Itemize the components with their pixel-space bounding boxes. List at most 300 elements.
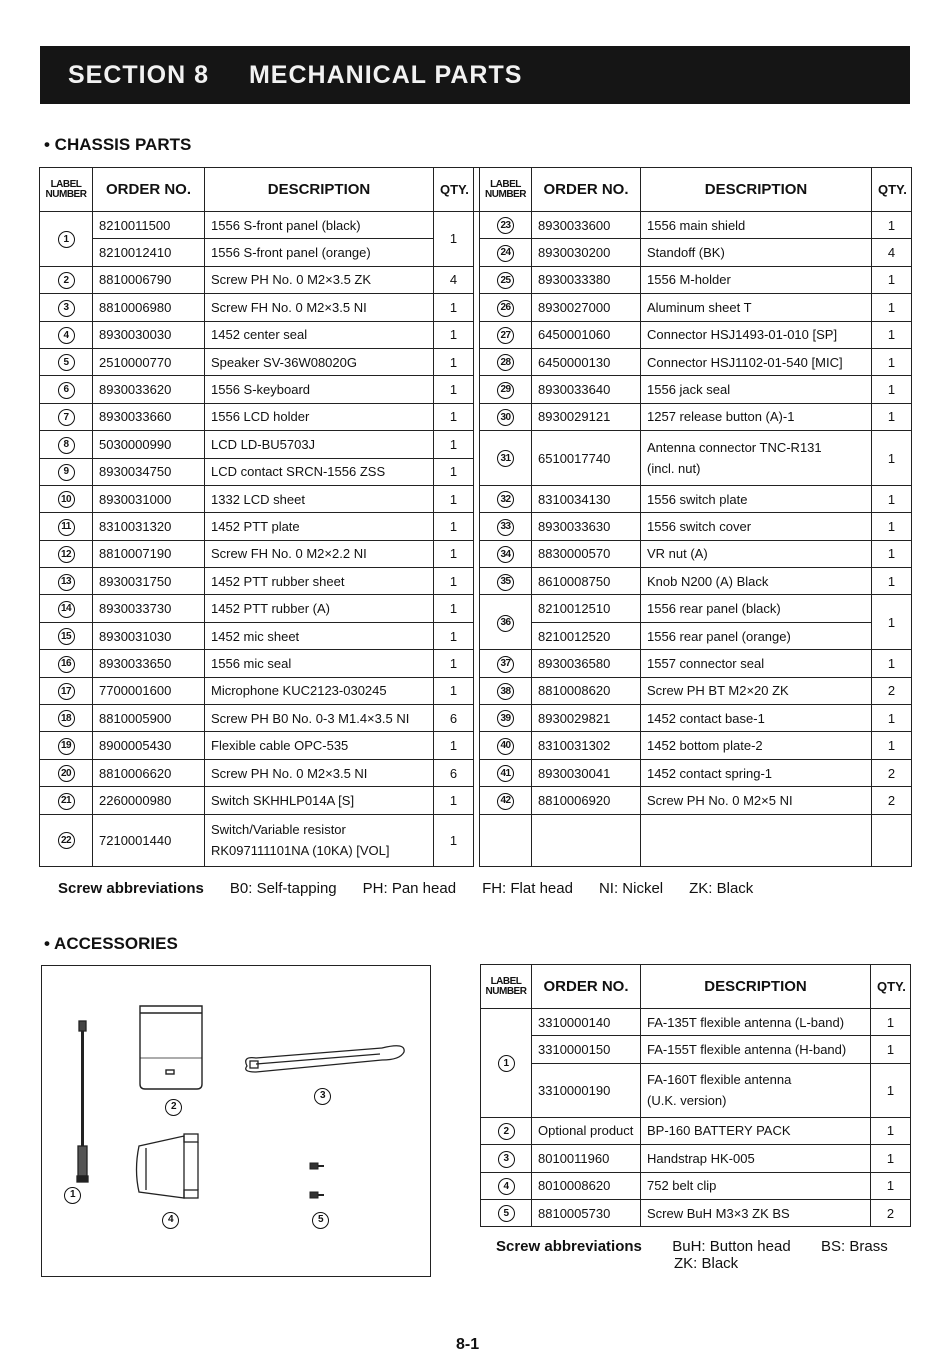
description-cell: 1556 main shield <box>641 212 872 239</box>
abbreviations-key: Screw abbreviations <box>58 880 204 897</box>
abbreviation-item: BuH: Button head <box>672 1238 791 1255</box>
description-line: FA-160T flexible antenna <box>647 1072 792 1088</box>
qty-cell: 1 <box>871 1009 911 1036</box>
qty-cell: 1 <box>872 485 912 512</box>
description-cell: Handstrap HK-005 <box>641 1145 871 1172</box>
order-no-cell: 8930033650 <box>93 650 205 677</box>
label-number-cell <box>480 212 532 239</box>
abbreviation-item: NI: Nickel <box>598 880 664 897</box>
qty-cell: 1 <box>434 732 474 759</box>
description-cell: 1556 rear panel (orange) <box>641 622 872 649</box>
table-row <box>481 1117 911 1144</box>
qty-cell: 1 <box>872 595 912 650</box>
label-number-cell <box>480 705 532 732</box>
order-no-cell: 8810006620 <box>93 759 205 786</box>
description-cell: Flexible cable OPC-535 <box>205 732 434 759</box>
chassis-heading: • CHASSIS PARTS <box>44 135 192 154</box>
order-no-cell: 8930030030 <box>93 321 205 348</box>
order-no-cell: 8930030041 <box>532 759 641 786</box>
label-number: 1 <box>58 231 75 248</box>
accessories-drawing <box>42 966 430 1276</box>
label-number-cell <box>40 212 93 267</box>
label-number: 33 <box>497 519 514 536</box>
figure-label-3: 3 <box>314 1086 331 1105</box>
description-cell: Screw FH No. 0 M2×3.5 NI <box>205 294 434 321</box>
description-cell: Connector HSJ1493-01-010 [SP] <box>641 321 872 348</box>
label-number-cell <box>40 787 93 814</box>
label-number: 16 <box>58 656 75 673</box>
label-number-cell <box>480 485 532 512</box>
qty-cell: 1 <box>434 814 474 866</box>
description-cell: FA-155T flexible antenna (H-band) <box>641 1036 871 1063</box>
order-no-cell: 8930033600 <box>532 212 641 239</box>
order-no-cell: 8930029121 <box>532 403 641 430</box>
order-no-cell: 8930029821 <box>532 705 641 732</box>
order-no-cell: 8930033380 <box>532 266 641 293</box>
label-number: 3 <box>58 300 75 317</box>
label-number-cell <box>480 595 532 650</box>
label-number-cell <box>480 239 532 266</box>
description-cell: FA-135T flexible antenna (L-band) <box>641 1009 871 1036</box>
description-cell: 1556 LCD holder <box>205 403 434 430</box>
qty-cell: 1 <box>434 787 474 814</box>
description-cell: Switch SKHHLP014A [S] <box>205 787 434 814</box>
label-number: 15 <box>58 628 75 645</box>
abbreviation-item: ZK: Black <box>674 1255 739 1272</box>
description-cell: 1452 PTT rubber (A) <box>205 595 434 622</box>
label-number-cell <box>40 814 93 866</box>
section-title: MECHANICAL PARTS <box>248 60 523 89</box>
description-cell <box>641 1063 871 1117</box>
qty-cell: 2 <box>872 787 912 814</box>
label-number-cell <box>40 677 93 704</box>
qty-cell: 4 <box>434 266 474 293</box>
header-order-no: ORDER NO. <box>93 168 205 212</box>
order-no-cell: 8930033730 <box>93 595 205 622</box>
qty-cell: 4 <box>872 239 912 266</box>
label-number: 32 <box>497 491 514 508</box>
header-qty: QTY. <box>434 168 474 212</box>
description-cell: Microphone KUC2123-030245 <box>205 677 434 704</box>
chassis-parts-table <box>39 167 912 867</box>
label-number: 11 <box>58 519 75 536</box>
label-number-cell <box>480 403 532 430</box>
qty-cell: 1 <box>434 485 474 512</box>
label-number: 22 <box>58 832 75 849</box>
qty-cell: 1 <box>434 540 474 567</box>
order-no-cell: 8930031000 <box>93 485 205 512</box>
qty-cell: 1 <box>872 650 912 677</box>
header-label-number: LABEL NUMBER <box>40 168 93 212</box>
label-number-cell <box>481 1172 532 1199</box>
description-cell: 1452 contact base-1 <box>641 705 872 732</box>
accessories-table <box>480 964 911 1227</box>
screw-icon <box>310 1163 324 1198</box>
order-no-cell: 8810006790 <box>93 266 205 293</box>
qty-cell: 1 <box>872 403 912 430</box>
abbreviation-item: B0: Self-tapping <box>229 880 337 897</box>
label-number-cell <box>480 376 532 403</box>
label-number-cell <box>480 348 532 375</box>
label-number-cell <box>480 787 532 814</box>
order-no-cell: 3310000140 <box>532 1009 641 1036</box>
order-no-cell: 8010011960 <box>532 1145 641 1172</box>
label-number: 7 <box>58 409 75 426</box>
order-no-cell: 8830000570 <box>532 540 641 567</box>
description-cell: 1557 connector seal <box>641 650 872 677</box>
description-cell: 1452 center seal <box>205 321 434 348</box>
qty-cell: 1 <box>872 705 912 732</box>
description-cell: Screw PH B0 No. 0-3 M1.4×3.5 NI <box>205 705 434 732</box>
label-number-cell <box>481 1199 532 1226</box>
order-no-cell: 8810006920 <box>532 787 641 814</box>
description-cell: 1556 M-holder <box>641 266 872 293</box>
label-number: 39 <box>497 710 514 727</box>
label-number: 13 <box>58 574 75 591</box>
label-number-cell <box>40 705 93 732</box>
description-cell: 1452 PTT plate <box>205 513 434 540</box>
figure-label-2: 2 <box>165 1097 182 1116</box>
description-cell: 1556 switch plate <box>641 485 872 512</box>
description-cell: 1452 contact spring-1 <box>641 759 872 786</box>
order-no-cell: 8930031030 <box>93 622 205 649</box>
description-cell: 1452 bottom plate-2 <box>641 732 872 759</box>
order-no-cell: 8930034750 <box>93 458 205 485</box>
qty-cell: 1 <box>872 266 912 293</box>
description-line: (incl. nut) <box>647 461 701 477</box>
label-number: 37 <box>497 656 514 673</box>
label-number-cell <box>480 677 532 704</box>
order-no-cell: 8810007190 <box>93 540 205 567</box>
label-number-cell <box>480 732 532 759</box>
label-number-cell <box>40 568 93 595</box>
label-number-cell <box>40 321 93 348</box>
order-no-cell: 8810005900 <box>93 705 205 732</box>
order-no-cell: 8310031320 <box>93 513 205 540</box>
description-cell: 752 belt clip <box>641 1172 871 1199</box>
belt-clip-icon <box>137 1134 199 1198</box>
label-number-cell <box>40 650 93 677</box>
label-number-cell <box>40 376 93 403</box>
order-no-cell: 8210011500 <box>93 212 205 239</box>
label-number: 9 <box>58 464 75 481</box>
order-no-cell: 8930033640 <box>532 376 641 403</box>
qty-cell: 1 <box>872 294 912 321</box>
abbreviation-item: FH: Flat head <box>482 880 573 897</box>
description-cell: 1556 S-front panel (orange) <box>205 239 434 266</box>
description-cell: Screw PH No. 0 M2×3.5 ZK <box>205 266 434 293</box>
description-cell: 1556 S-front panel (black) <box>205 212 434 239</box>
qty-cell: 2 <box>871 1199 911 1226</box>
description-cell: Knob N200 (A) Black <box>641 568 872 595</box>
table-row <box>481 1145 911 1172</box>
label-number: 40 <box>497 738 514 755</box>
label-number-cell <box>40 403 93 430</box>
order-no-cell: 8930033660 <box>93 403 205 430</box>
qty-cell: 1 <box>434 294 474 321</box>
label-number: 8 <box>58 437 75 454</box>
label-number: 27 <box>497 327 514 344</box>
table-row <box>481 1172 911 1199</box>
label-number: 5 <box>58 354 75 371</box>
qty-cell: 1 <box>872 321 912 348</box>
label-number-cell <box>480 513 532 540</box>
table-row <box>481 1063 911 1117</box>
qty-cell: 6 <box>434 759 474 786</box>
order-no-cell: 8310034130 <box>532 485 641 512</box>
label-number-cell <box>481 1009 532 1118</box>
description-cell: Aluminum sheet T <box>641 294 872 321</box>
qty-cell: 1 <box>871 1145 911 1172</box>
label-number: 24 <box>497 245 514 262</box>
order-no-cell: 3310000150 <box>532 1036 641 1063</box>
label-number: 30 <box>497 409 514 426</box>
accessories-illustration <box>41 965 431 1277</box>
order-no-cell: 8930033630 <box>532 513 641 540</box>
description-cell: 1556 S-keyboard <box>205 376 434 403</box>
description-line: (U.K. version) <box>647 1093 727 1109</box>
label-number: 35 <box>497 574 514 591</box>
description-cell: 1452 mic sheet <box>205 622 434 649</box>
order-no-cell: 8930027000 <box>532 294 641 321</box>
description-cell: Screw BuH M3×3 ZK BS <box>641 1199 871 1226</box>
description-cell: BP-160 BATTERY PACK <box>641 1117 871 1144</box>
order-no-cell: 8310031302 <box>532 732 641 759</box>
label-number: 19 <box>58 738 75 755</box>
qty-cell: 2 <box>872 677 912 704</box>
table-row <box>481 1199 911 1226</box>
header-label-number: LABEL NUMBER <box>480 168 532 212</box>
description-cell: Standoff (BK) <box>641 239 872 266</box>
qty-cell: 1 <box>434 677 474 704</box>
description-cell: 1556 switch cover <box>641 513 872 540</box>
label-number-cell <box>480 294 532 321</box>
header-order-no: ORDER NO. <box>532 168 641 212</box>
label-number-cell <box>40 622 93 649</box>
table-row <box>40 212 912 239</box>
label-number: 17 <box>58 683 75 700</box>
label-number-cell <box>40 732 93 759</box>
description-cell: VR nut (A) <box>641 540 872 567</box>
empty-cell <box>532 814 641 866</box>
section-banner <box>40 46 910 104</box>
label-number: 6 <box>58 382 75 399</box>
label-number-cell <box>40 595 93 622</box>
battery-pack-icon <box>140 1006 202 1089</box>
label-number: 21 <box>58 793 75 810</box>
order-no-cell: 5030000990 <box>93 431 205 458</box>
order-no-cell: 8930033620 <box>93 376 205 403</box>
qty-cell: 1 <box>434 321 474 348</box>
qty-cell: 1 <box>872 732 912 759</box>
label-number: 20 <box>58 765 75 782</box>
qty-cell: 1 <box>434 348 474 375</box>
order-no-cell: 8900005430 <box>93 732 205 759</box>
description-cell: LCD contact SRCN-1556 ZSS <box>205 458 434 485</box>
label-number: 2 <box>58 272 75 289</box>
label-number: 25 <box>497 272 514 289</box>
qty-cell: 1 <box>872 212 912 239</box>
label-number: 10 <box>58 491 75 508</box>
qty-cell: 1 <box>871 1172 911 1199</box>
description-cell: Screw FH No. 0 M2×2.2 NI <box>205 540 434 567</box>
description-cell: Screw PH No. 0 M2×5 NI <box>641 787 872 814</box>
table-row <box>481 1036 911 1063</box>
label-number-cell <box>40 540 93 567</box>
label-number: 31 <box>497 450 514 467</box>
qty-cell: 1 <box>434 212 474 267</box>
label-number-cell <box>40 431 93 458</box>
order-no-cell: 3310000190 <box>532 1063 641 1117</box>
chassis-screw-abbreviations <box>58 880 779 897</box>
qty-cell: 6 <box>434 705 474 732</box>
label-number: 18 <box>58 710 75 727</box>
label-number: 14 <box>58 601 75 618</box>
label-number-cell <box>40 759 93 786</box>
description-cell: 1556 rear panel (black) <box>641 595 872 622</box>
qty-cell: 1 <box>872 376 912 403</box>
label-number: 5 <box>498 1205 515 1222</box>
order-no-cell: 8010008620 <box>532 1172 641 1199</box>
label-number-cell <box>480 650 532 677</box>
qty-cell: 1 <box>434 568 474 595</box>
header-description: DESCRIPTION <box>641 168 872 212</box>
label-number-cell <box>481 1145 532 1172</box>
page-number: 8-1 <box>456 1336 480 1353</box>
handstrap-icon <box>246 1046 404 1072</box>
description-cell: 1556 mic seal <box>205 650 434 677</box>
abbreviations-key: Screw abbreviations <box>496 1238 642 1255</box>
description-cell: Speaker SV-36W08020G <box>205 348 434 375</box>
empty-cell <box>480 814 532 866</box>
label-number-cell <box>40 348 93 375</box>
label-number-cell <box>480 540 532 567</box>
description-cell: Connector HSJ1102-01-540 [MIC] <box>641 348 872 375</box>
figure-label-1: 1 <box>64 1185 81 1204</box>
order-no-cell: 8210012410 <box>93 239 205 266</box>
qty-cell: 1 <box>434 595 474 622</box>
abbreviation-item: BS: Brass <box>821 1238 888 1255</box>
label-number-cell <box>480 759 532 786</box>
qty-cell: 1 <box>871 1117 911 1144</box>
qty-cell: 1 <box>871 1063 911 1117</box>
description-cell: 1257 release button (A)-1 <box>641 403 872 430</box>
header-qty: QTY. <box>872 168 912 212</box>
qty-cell: 1 <box>434 403 474 430</box>
abbreviation-item: PH: Pan head <box>362 880 457 897</box>
empty-cell <box>872 814 912 866</box>
abbreviation-item: ZK: Black <box>689 880 754 897</box>
figure-label-5: 5 <box>312 1210 329 1229</box>
qty-cell: 1 <box>872 568 912 595</box>
empty-cell <box>641 814 872 866</box>
figure-label-4: 4 <box>162 1210 179 1229</box>
label-number: 41 <box>497 765 514 782</box>
header-order-no: ORDER NO. <box>532 965 641 1009</box>
antenna-icon <box>77 1021 88 1182</box>
header-description: DESCRIPTION <box>641 965 871 1009</box>
qty-cell: 1 <box>434 458 474 485</box>
order-no-cell: 2260000980 <box>93 787 205 814</box>
label-number: 34 <box>497 546 514 563</box>
order-no-cell: 8210012510 <box>532 595 641 622</box>
qty-cell: 2 <box>872 759 912 786</box>
description-cell: 1556 jack seal <box>641 376 872 403</box>
order-no-cell: 6450001060 <box>532 321 641 348</box>
qty-cell: 1 <box>872 348 912 375</box>
section-number: SECTION 8 <box>68 60 209 89</box>
label-number: 12 <box>58 546 75 563</box>
description-line: Switch/Variable resistor <box>211 822 346 838</box>
header-label-number: LABEL NUMBER <box>481 965 532 1009</box>
order-no-cell: 8810008620 <box>532 677 641 704</box>
header-qty: QTY. <box>871 965 911 1009</box>
qty-cell: 1 <box>872 513 912 540</box>
order-no-cell: 7210001440 <box>93 814 205 866</box>
description-cell: 1332 LCD sheet <box>205 485 434 512</box>
label-number: 28 <box>497 354 514 371</box>
qty-cell: 1 <box>434 513 474 540</box>
header-description: DESCRIPTION <box>205 168 434 212</box>
label-number-cell <box>481 1117 532 1144</box>
table-row <box>481 1009 911 1036</box>
description-cell: Screw PH BT M2×20 ZK <box>641 677 872 704</box>
label-number-cell <box>480 266 532 293</box>
description-cell: LCD LD-BU5703J <box>205 431 434 458</box>
accessories-screw-abbreviations <box>496 1238 888 1272</box>
label-number-cell <box>40 266 93 293</box>
accessories-heading: • ACCESSORIES <box>44 934 178 953</box>
label-number: 26 <box>497 300 514 317</box>
label-number: 38 <box>497 683 514 700</box>
description-cell <box>205 814 434 866</box>
order-no-cell: 6510017740 <box>532 431 641 486</box>
description-cell: Screw PH No. 0 M2×3.5 NI <box>205 759 434 786</box>
qty-cell: 1 <box>872 540 912 567</box>
description-cell: 1452 PTT rubber sheet <box>205 568 434 595</box>
order-no-cell: 8810006980 <box>93 294 205 321</box>
order-no-cell: 8930031750 <box>93 568 205 595</box>
label-number: 42 <box>497 793 514 810</box>
order-no-cell: 8930036580 <box>532 650 641 677</box>
order-no-cell: 8930030200 <box>532 239 641 266</box>
qty-cell: 1 <box>434 431 474 458</box>
label-number: 3 <box>498 1151 515 1168</box>
order-no-cell: 6450000130 <box>532 348 641 375</box>
order-no-cell: 8610008750 <box>532 568 641 595</box>
order-no-cell: 8810005730 <box>532 1199 641 1226</box>
label-number-cell <box>40 485 93 512</box>
label-number: 23 <box>497 217 514 234</box>
label-number-cell <box>40 294 93 321</box>
label-number-cell <box>480 321 532 348</box>
qty-cell: 1 <box>434 650 474 677</box>
label-number-cell <box>40 458 93 485</box>
qty-cell: 1 <box>872 431 912 486</box>
label-number-cell <box>40 513 93 540</box>
order-no-cell: Optional product <box>532 1117 641 1144</box>
label-number: 1 <box>498 1055 515 1072</box>
qty-cell: 1 <box>434 376 474 403</box>
qty-cell: 1 <box>434 622 474 649</box>
description-cell <box>641 431 872 486</box>
label-number: 36 <box>497 615 514 632</box>
label-number: 2 <box>498 1123 515 1140</box>
label-number: 29 <box>497 382 514 399</box>
label-number-cell <box>480 431 532 486</box>
order-no-cell: 8210012520 <box>532 622 641 649</box>
label-number: 4 <box>58 327 75 344</box>
